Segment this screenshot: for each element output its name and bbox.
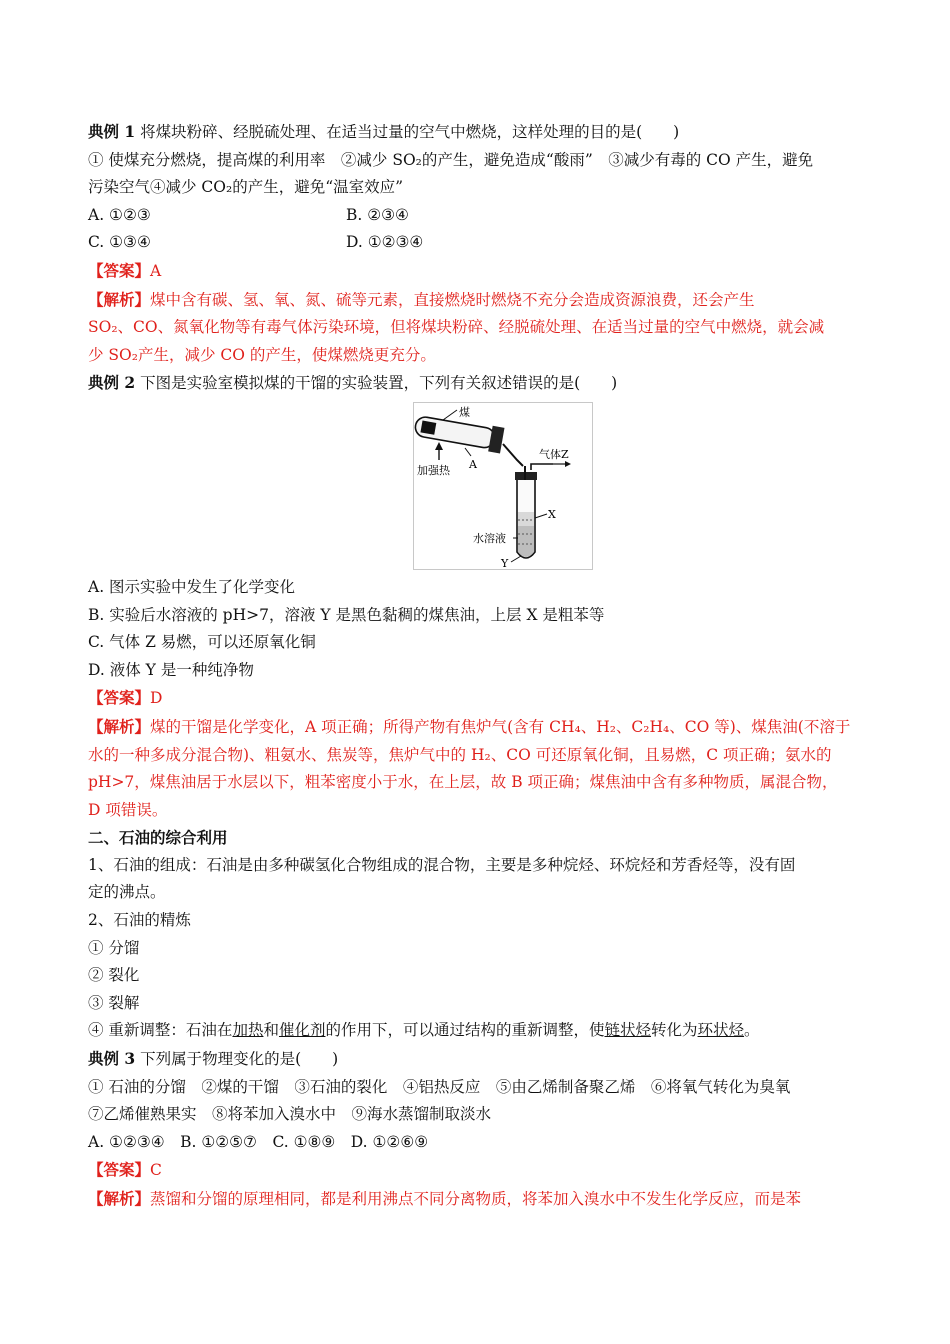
answer-tag: 【答案】 (88, 1160, 151, 1180)
figure-area (88, 398, 878, 574)
example-1-stem: 将煤块粉碎、经脱硫处理、在适当过量的空气中燃烧，这样处理的目的是( ) (140, 123, 680, 141)
analysis-text: 煤中含有碳、氢、氧、氮、硫等元素，直接燃烧时燃烧不充分会造成资源浪费，还会产生 (150, 290, 755, 309)
underline-heating: 加热 (232, 1021, 264, 1040)
example-3-analysis-line-1 (88, 1185, 878, 1214)
example-3-answer (88, 1156, 878, 1185)
refining-item-1: ① 分馏 (88, 938, 140, 957)
example-2-option-c: C. 气体 Z 易燃，可以还原氧化铜 (88, 633, 316, 652)
label-heat: 加强热 (417, 463, 450, 477)
petroleum-refining-heading: 2、石油的精炼 (88, 911, 191, 930)
example-2-question (88, 369, 878, 398)
example-1-title: 典例 1 (88, 122, 136, 141)
a-leader (465, 448, 471, 456)
item-4-text-a: ④ 重新调整：石油在 (88, 1021, 233, 1040)
example-2-option-b: B. 实验后水溶液的 pH>7，溶液 Y 是黑色黏稠的煤焦油，上层 X 是粗苯等 (88, 605, 605, 624)
label-water: 水溶液 (473, 531, 506, 545)
example-3-options: A. ①②③④ B. ①②⑤⑦ C. ①⑧⑨ D. ①②⑥⑨ (88, 1132, 429, 1151)
underline-catalyst: 催化剂 (278, 1021, 326, 1040)
example-1-items-line-2: 污染空气④减少 CO₂的产生，避免“温室效应” (88, 178, 404, 197)
example-2-title: 典例 2 (88, 373, 136, 393)
example-2-option-a: A. 图示实验中发生了化学变化 (88, 577, 296, 596)
item-4-text-b: 和 (263, 1021, 279, 1040)
analysis-tag: 【解析】 (88, 716, 151, 736)
example-2-stem: 下图是实验室模拟煤的干馏的实验装置，下列有关叙述错误的是( ) (140, 374, 618, 393)
side-arm (531, 464, 553, 470)
underline-chain-hydrocarbon: 链状烃 (604, 1021, 652, 1040)
answer-value: A (150, 261, 162, 280)
answer-tag: 【答案】 (88, 260, 151, 280)
layer-y (518, 526, 534, 557)
analysis-text: 煤的干馏是化学变化，A 项正确；所得产物有焦炉气(含有 CH₄、H₂、C₂H₄、CO 等)、煤焦油(不溶于 (150, 717, 851, 736)
label-x: X (548, 507, 556, 521)
delivery-tube (503, 444, 523, 466)
example-1-options-cd (88, 229, 878, 257)
example-2-analysis-line-4: D 项错误。 (88, 800, 168, 819)
example-1-items-line-1: ① 使煤充分燃烧，提高煤的利用率 ②减少 SO₂的产生，避免造成“酸雨” ③减少有毒的 CO 产生，避免 (88, 150, 814, 169)
y-leader (511, 556, 521, 562)
example-1-analysis-line-2: SO₂、CO、氮氧化物等有毒气体污染环境，但将煤块粉碎、经脱硫处理、在适当过量的空气中燃烧，就会减 (88, 318, 825, 337)
refining-item-2: ② 裂化 (88, 966, 140, 985)
answer-value: D (150, 689, 163, 708)
coal-distillation-apparatus-figure (413, 402, 593, 570)
example-1-option-d: D. ①②③④ (346, 233, 424, 252)
x-leader (535, 514, 547, 518)
item-4-text-e: 。 (744, 1021, 760, 1040)
label-y: Y (501, 556, 509, 570)
petroleum-composition-line-2: 定的沸点。 (88, 883, 166, 902)
answer-value: C (150, 1161, 162, 1180)
example-2-answer (88, 684, 878, 713)
analysis-text: 蒸馏和分馏的原理相同，都是利用沸点不同分离物质，将苯加入溴水中不发生化学反应，而是苯 (150, 1190, 802, 1208)
label-gas-z: 气体Z (539, 447, 569, 461)
example-3-items-line-1: ① 石油的分馏 ②煤的干馏 ③石油的裂化 ④铝热反应 ⑤由乙烯制备聚乙烯 ⑥将氧气转化为臭氧 (88, 1077, 791, 1096)
example-2-option-d: D. 液体 Y 是一种纯净物 (88, 660, 254, 679)
example-2-analysis-line-3: pH>7，煤焦油居于水层以下，粗苯密度小于水，在上层，故 B 项正确；煤焦油中含有多种物质，属混合物， (88, 773, 838, 792)
example-2-analysis-line-2: 水的一种多成分混合物)、粗氨水、焦炭等，焦炉气中的 H₂、CO 可还原氧化铜，且易燃，C 项正确；氨水的 (88, 745, 832, 764)
example-1-option-a: A. ①②③ (88, 205, 151, 224)
coal-leader (443, 410, 457, 420)
example-3-stem: 下列属于物理变化的是( ) (140, 1050, 339, 1069)
example-1-option-b: B. ②③④ (346, 205, 409, 224)
example-1-options-ab (88, 202, 878, 230)
analysis-tag: 【解析】 (88, 289, 151, 309)
layer-x (518, 512, 534, 526)
example-1-answer (88, 257, 878, 286)
answer-tag: 【答案】 (88, 688, 151, 708)
example-1-question (88, 118, 878, 147)
item-4-text-d: 转化为 (651, 1021, 698, 1040)
example-3-title: 典例 3 (88, 1049, 136, 1069)
heat-arrow-head (435, 442, 443, 450)
refining-item-4 (88, 1017, 878, 1045)
label-a: A (469, 457, 477, 471)
analysis-tag: 【解析】 (88, 1189, 151, 1208)
section-heading: 二、石油的综合利用 (88, 828, 228, 848)
example-1-option-c: C. ①③④ (88, 233, 151, 252)
example-3-items-line-2: ⑦乙烯催熟果实 ⑧将苯加入溴水中 ⑨海水蒸馏制取淡水 (88, 1105, 492, 1124)
example-2-analysis-line-1 (88, 713, 878, 742)
refining-item-3: ③ 裂解 (88, 993, 140, 1012)
underline-cyclic-hydrocarbon: 环状烃 (697, 1021, 745, 1040)
example-3-question (88, 1045, 878, 1074)
example-1-analysis-line-3: 少 SO₂产生，减少 CO 的产生，使煤燃烧更充分。 (88, 345, 436, 364)
petroleum-composition-line-1: 1、石油的组成：石油是由多种碳氢化合物组成的混合物，主要是多种烷烃、环烷烃和芳香烃等，没有固 (88, 855, 796, 874)
page-content (88, 118, 878, 1214)
label-coal: 煤 (459, 405, 470, 419)
coal-sample (420, 420, 436, 434)
item-4-text-c: 的作用下，可以通过结构的重新调整，使 (325, 1021, 605, 1040)
example-1-analysis-line-1 (88, 286, 878, 315)
